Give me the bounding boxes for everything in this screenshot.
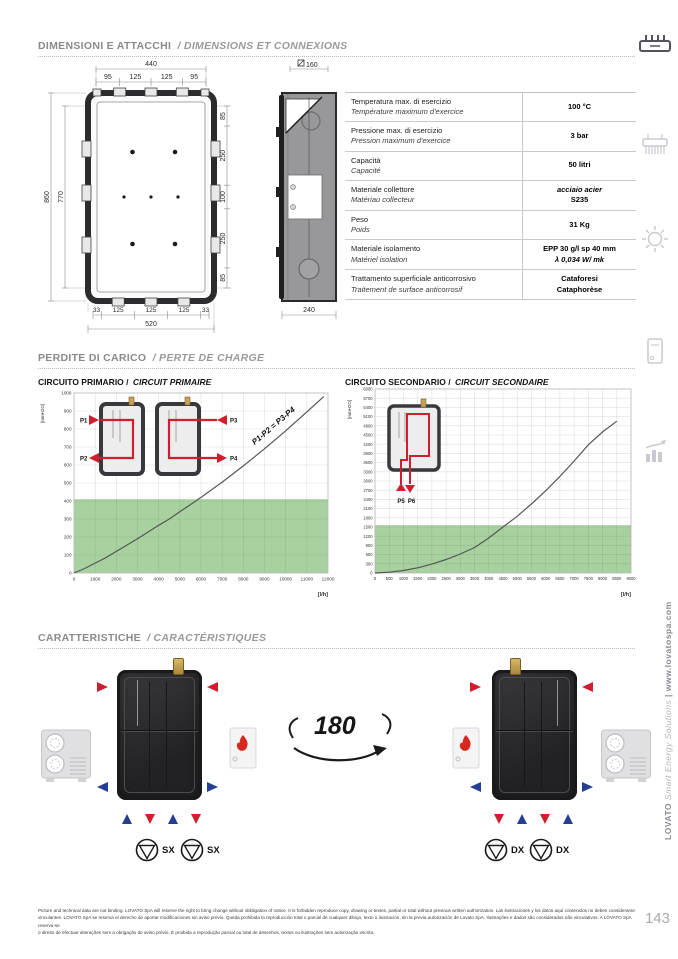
dimension-label: 95 [190,74,199,81]
port-label: P5 [397,499,405,505]
dimension-label: 85 [220,112,227,120]
table-row [345,180,636,210]
pump-label: SX [162,845,175,856]
chart-title-it: CIRCUITO SECONDARIO / [345,377,451,387]
x-tick-label: 4000 [153,576,164,582]
y-tick-label: 5400 [363,404,373,410]
x-tick-label: 1000 [398,576,408,582]
spec-value: 3 bar [570,131,589,141]
y-tick-label: 1200 [363,533,373,539]
x-tick-label: 4000 [484,576,494,582]
boiler-icon [642,336,668,366]
dimension-label: 33 [201,307,210,314]
port-label: P6 [407,499,416,505]
port-label: P2 [80,456,88,463]
spec-label-it: Materiale isolamento [351,244,421,254]
blue-up-arrow-icon [517,814,527,824]
p6-arrow-icon [405,485,415,493]
x-tick-label: 9000 [626,576,636,582]
port-label: P1 [80,418,88,425]
dimension-label: 95 [104,74,112,81]
p4-arrow-icon [217,453,227,463]
spec-value-2: S235 [570,195,589,205]
spec-value: 100 °C [567,101,591,111]
port-label: P4 [230,456,238,463]
spec-label-fr: Matériel isolation [351,254,408,264]
pump-icon [180,838,204,862]
p1-arrow-icon [89,415,99,425]
x-tick-label: 10000 [279,576,293,582]
y-tick-label: 300 [63,516,72,522]
x-tick-label: 5500 [526,576,536,582]
x-tick-label: 4500 [498,576,508,582]
y-tick-label: 3000 [363,478,373,484]
x-tick-label: 5000 [174,576,185,582]
y-tick-label: 900 [365,542,373,548]
brand-url: | www.lovatospa.com [663,601,673,697]
x-axis-label: [l/h] [620,592,631,598]
table-row [345,240,636,270]
y-tick-label: 3900 [363,450,373,456]
x-tick-label: 3000 [132,576,143,582]
spec-label-fr: Traitement de surface anticorrosif [351,284,463,294]
y-tick-label: 4800 [363,423,373,429]
dimension-label: 125 [112,307,124,314]
section-title-it: CARATTERISTICHE [38,632,141,644]
x-tick-label: 500 [385,576,393,582]
red-down-arrow-icon [540,814,550,824]
dimension-label: 250 [220,149,227,162]
x-tick-label: 8000 [238,576,249,582]
dimension-label: 125 [160,74,173,81]
inset-tank [157,404,199,474]
y-tick-label: 200 [63,534,72,540]
tank-product-image-left [117,670,202,800]
port-label: P3 [230,418,238,425]
footnote-line: vinculantes. LOVATO SpA se reserva el derecho de aportar modificaciones sin aviso previo. Queda prohibida la reproducción total o parcial de cualquier dibujo, texto o ilustración, sin la previa autorización de Lovato SpA. Ilustrações e dados são considerados não vinculativos. A LOVATO SpA reserva-se [38,915,632,928]
blue-up-arrow-icon [122,814,132,824]
spec-label-it: Temperatura max. di esercizio [351,97,452,106]
dimension-label: 240 [303,307,315,314]
tank-product-image-right [492,670,577,800]
y-tick-label: 4500 [363,432,373,438]
dimension-label: 100 [220,191,227,203]
blue-flow-arrow-right-icon [582,782,593,792]
y-tick-label: 800 [63,426,72,432]
x-axis-label: [l/h] [317,592,328,598]
chart-title-it: CIRCUITO PRIMARIO / [38,377,129,387]
x-tick-label: 5000 [512,576,522,582]
y-tick-label: 2100 [363,506,373,512]
spec-label-it: Peso [351,214,369,224]
y-tick-label: 100 [63,552,72,558]
spec-label-fr: Pression maximum d'exercice [351,136,451,146]
p5-arrow-icon [396,483,406,491]
x-tick-label: 1000 [90,576,101,582]
x-tick-label: 2000 [427,576,437,582]
stats-icon [641,438,669,466]
heat-pump-icon [40,724,92,786]
spec-label-fr: Poids [351,224,370,234]
brass-fitting [173,658,184,675]
dimension-label: 125 [129,74,142,81]
y-tick-label: 300 [365,561,373,567]
spec-value: 50 litri [568,160,591,170]
spec-value: EPP 30 g/l sp 40 mm [543,244,616,253]
primary-chart-title [38,377,211,387]
chart-title-fr: CIRCUIT PRIMAIRE [132,377,212,387]
pump-label: DX [511,845,525,856]
y-tick-label: 2400 [363,496,373,502]
y-tick-label: 2700 [363,487,373,493]
spec-value-2: λ 0,034 W/ mk [554,254,605,264]
spec-label-it: Pressione max. di esercizio [351,126,443,136]
red-flow-arrow-right-icon [470,682,481,692]
red-down-arrow-icon [145,814,155,824]
spec-label-it: Materiale collettore [351,185,415,195]
spec-value: 31 Kg [569,219,590,229]
section-title-it: PERDITE DI CARICO [38,352,147,364]
x-tick-label: 3500 [470,576,480,582]
footnote-line: Picture and technical data are not binding. LOVATO SpA will reserve the right to bring change without obbligation of notice. It is forbidden reproduce copy, drawing or textes, partial or total without previous written authorization. Las ilustraciones y los datos aquí contenidos no deben considerarse [38,908,635,913]
dimension-label: 440 [145,61,157,68]
red-flow-arrow-right-icon [97,682,108,692]
heat-pump-icon [600,724,652,786]
y-tick-label: 6000 [363,386,373,392]
x-tick-label: 6000 [195,576,207,582]
red-flow-arrow-left-icon [207,682,218,692]
sun-icon [640,224,670,254]
p2-arrow-icon [89,453,99,463]
dimension-label: 125 [178,307,190,314]
manifold-icon [640,132,670,160]
y-tick-label: 1800 [363,515,373,521]
spec-value: acciaio acier [556,184,603,194]
blue-flow-arrow-right-icon [207,782,218,792]
spec-value-2: Cataphorèse [556,284,603,294]
blue-up-arrow-icon [563,814,573,824]
x-tick-label: 11000 [300,576,314,582]
primary-circuit-inset [79,394,244,486]
spec-label-it: Trattamento superficiale anticorrosivo [351,274,476,284]
label-plate [288,175,322,219]
spec-value: Cataforesi [561,274,598,283]
brand-sidebar-text [663,472,673,840]
table-row [345,210,636,239]
side-view-drawing [262,57,354,339]
pump-icon [135,838,159,862]
x-tick-label: 12000 [321,576,335,582]
y-tick-label: 4200 [363,441,373,447]
table-row [345,122,636,151]
dimension-label: 33 [92,307,101,314]
spec-table [345,92,636,300]
x-tick-label: 9000 [259,576,270,582]
rotation-180-label: 180 [314,712,356,740]
table-row [345,270,636,300]
blue-flow-arrow-left-icon [470,782,481,792]
pump-icon [484,838,508,862]
x-tick-label: 6500 [555,576,565,582]
section-title-fr: / DIMENSIONS ET CONNEXIONS [177,40,348,52]
brand-tagline: Smart Energy Solutions [663,699,673,801]
y-tick-label: 0 [68,570,72,576]
y-tick-label: 900 [63,408,72,414]
inset-tank [101,404,143,474]
pump-label: SX [207,845,220,856]
x-tick-label: 2500 [441,576,451,582]
y-tick-label: 600 [63,462,72,468]
legal-footnote [38,907,638,936]
red-down-arrow-icon [191,814,201,824]
p3-arrow-icon [217,415,227,425]
boiler-flame-icon [229,727,257,769]
pump-label: DX [556,845,570,856]
blue-flow-arrow-left-icon [97,782,108,792]
brass-fitting [510,658,521,675]
brand-name: LOVATO [663,803,673,840]
y-tick-label: 1500 [363,524,373,530]
section-title-fr: / PERTE DE CHARGE [152,352,265,364]
chart-title-fr: CIRCUIT SECONDAIRE [455,377,549,387]
y-axis-label: [mmH2O] [40,403,45,423]
y-tick-label: 3600 [363,460,373,466]
dimension-label: 160 [306,62,318,69]
dimension-label: 860 [44,191,51,203]
section-pressure-header [38,352,635,369]
page-number: 143 [644,910,670,927]
hydraulic-separator-icon [636,30,674,58]
x-tick-label: 0 [373,576,377,582]
rotation-hook-left-icon [286,716,300,742]
front-view-drawing [36,57,264,339]
table-row [345,151,636,180]
x-tick-label: 0 [72,576,76,582]
dimension-label: 520 [145,321,157,328]
dimension-label: 770 [58,191,65,203]
blue-up-arrow-icon [168,814,178,824]
table-row [345,93,636,122]
section-title-it: DIMENSIONI E ATTACCHI [38,40,172,52]
y-tick-label: 700 [63,444,72,450]
dimension-label: 125 [145,307,157,314]
x-tick-label: 3000 [455,576,465,582]
x-tick-label: 7000 [569,576,579,582]
section-dimensions-header [38,40,635,57]
section-characteristics-header [38,632,635,649]
y-tick-label: 5100 [363,414,373,420]
x-tick-label: 7500 [583,576,593,582]
y-tick-label: 5700 [363,395,373,401]
dimension-label: 250 [220,232,227,245]
dimension-label: 85 [220,274,227,282]
curve-label: P1-P2 = P3-P4 [250,405,297,447]
red-down-arrow-icon [494,814,504,824]
y-tick-label: 3300 [363,469,373,475]
y-axis-label: [mmH2O] [347,399,352,419]
inset-tank [389,406,439,470]
footnote-line: o direito de efectuar alterações sem a obrigação de aviso prévio. É proibida a reprodução parcial ou total de desenhos, textos ou ilustrações sem autorização escrita. [38,930,375,936]
pump-icon [529,838,553,862]
spec-label-fr: Température maximum d'exercice [351,107,464,117]
x-tick-label: 8500 [612,576,622,582]
red-flow-arrow-left-icon [582,682,593,692]
y-tick-label: 600 [365,552,373,558]
y-tick-label: 500 [63,480,72,486]
spec-label-fr: Capacité [351,165,381,175]
section-title-fr: / CARACTÉRISTIQUES [147,632,267,644]
x-tick-label: 6000 [541,576,551,582]
rotation-hook-right-icon [380,712,394,738]
x-tick-label: 1500 [413,576,423,582]
y-tick-label: 400 [63,498,72,504]
x-tick-label: 7000 [217,576,228,582]
x-tick-label: 8000 [598,576,608,582]
x-tick-label: 2000 [111,576,122,582]
y-tick-label: 0 [370,570,373,576]
secondary-circuit-inset [377,398,462,510]
rotation-arrow-icon [288,740,392,768]
spec-label-it: Capacità [351,155,381,165]
boiler-flame-icon [452,727,480,769]
spec-label-fr: Matériau collecteur [351,195,415,205]
y-tick-label: 1000 [61,390,72,396]
